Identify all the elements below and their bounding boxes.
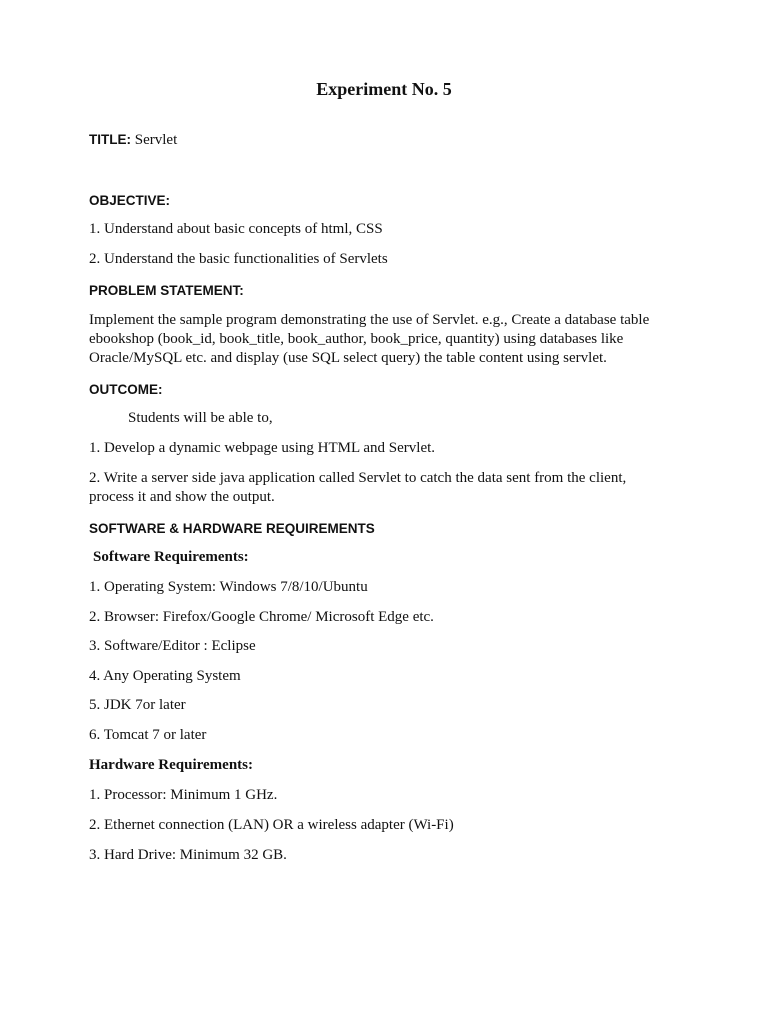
title-line: [89, 130, 177, 150]
software-requirement-item: 1. Operating System: Windows 7/8/10/Ubuntu: [89, 579, 368, 595]
requirements-heading: SOFTWARE & HARDWARE REQUIREMENTS: [89, 521, 375, 536]
problem-statement-line: Implement the sample program demonstrating the use of Servlet. e.g., Create a database table: [89, 312, 650, 328]
title-value: Servlet: [134, 132, 178, 148]
title-label: TITLE:: [89, 132, 131, 147]
software-requirements-heading: Software Requirements:: [93, 549, 249, 565]
problem-statement-line: ebookshop (book_id, book_title, book_author, book_price, quantity) using databases like: [89, 331, 624, 347]
software-requirement-item: 4. Any Operating System: [89, 668, 241, 684]
hardware-requirements-heading: Hardware Requirements:: [89, 757, 254, 773]
software-requirement-item: 2. Browser: Firefox/Google Chrome/ Microsoft Edge etc.: [89, 609, 434, 625]
outcome-heading: OUTCOME:: [89, 382, 163, 397]
hardware-requirement-item: 1. Processor: Minimum 1 GHz.: [89, 787, 278, 803]
problem-statement-heading: PROBLEM STATEMENT:: [89, 283, 244, 298]
objective-item: 1. Understand about basic concepts of html, CSS: [89, 221, 383, 237]
outcome-item-continued: process it and show the output.: [89, 489, 275, 505]
software-requirement-item: 5. JDK 7or later: [89, 697, 186, 713]
objective-heading: OBJECTIVE:: [89, 193, 171, 208]
hardware-requirement-item: 2. Ethernet connection (LAN) OR a wireless adapter (Wi-Fi): [89, 817, 454, 833]
problem-statement-line: Oracle/MySQL etc. and display (use SQL select query) the table content using servlet.: [89, 350, 607, 366]
page-title: Experiment No. 5: [316, 79, 452, 99]
software-requirement-item: 3. Software/Editor : Eclipse: [89, 638, 256, 654]
objective-item: 2. Understand the basic functionalities of Servlets: [89, 251, 388, 267]
outcome-intro: Students will be able to,: [128, 410, 273, 426]
outcome-item: 1. Develop a dynamic webpage using HTML and Servlet.: [89, 440, 436, 456]
software-requirement-item: 6. Tomcat 7 or later: [89, 727, 207, 743]
outcome-item: 2. Write a server side java application called Servlet to catch the data sent from the client,: [89, 470, 627, 486]
hardware-requirement-item: 3. Hard Drive: Minimum 32 GB.: [89, 847, 287, 863]
